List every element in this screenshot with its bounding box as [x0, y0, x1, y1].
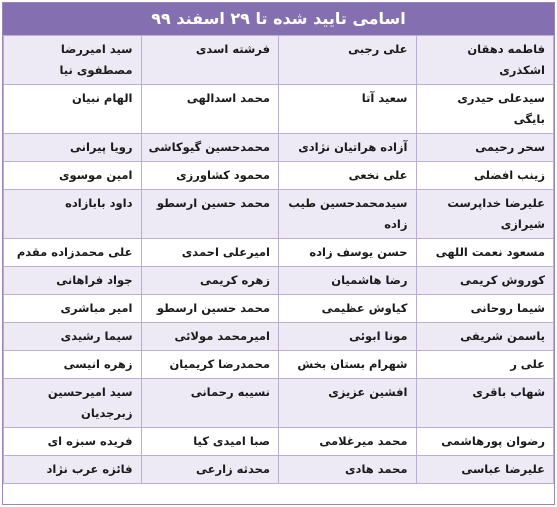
name-cell: شهاب باقری: [416, 379, 554, 428]
table-row: [4, 323, 554, 351]
name-cell: کوروش کریمی: [416, 267, 554, 295]
name-cell: محمد هادی: [279, 456, 417, 484]
table-row: [4, 428, 554, 456]
name-cell: سیدمحمدحسین طیب زاده: [279, 190, 417, 239]
name-cell: امین موسوی: [4, 162, 142, 190]
name-cell: رویا پیرانی: [4, 134, 142, 162]
name-cell: مسعود نعمت اللهی: [416, 239, 554, 267]
name-cell: امیر مباشری: [4, 295, 142, 323]
name-cell: کیاوش عظیمی: [279, 295, 417, 323]
table-title: اسامی تایید شده تا ۲۹ اسفند ۹۹: [3, 3, 554, 35]
name-cell: فرشته اسدی: [141, 36, 279, 85]
name-cell: محمد حسین ارسطو: [141, 295, 279, 323]
name-cell: فائزه عرب نژاد: [4, 456, 142, 484]
name-cell: محمد اسدالهی: [141, 85, 279, 134]
name-cell: شیما روحانی: [416, 295, 554, 323]
name-cell: آزاده هراتیان نژادی: [279, 134, 417, 162]
name-cell: داود بابازاده: [4, 190, 142, 239]
name-cell: صبا امیدی کیا: [141, 428, 279, 456]
name-cell: فاطمه دهقان اشکذری: [416, 36, 554, 85]
name-cell: سیما رشیدی: [4, 323, 142, 351]
table-row: [4, 85, 554, 134]
name-cell: فریده سبزه ای: [4, 428, 142, 456]
table-row: [4, 379, 554, 428]
name-cell: محمدرضا کریمیان: [141, 351, 279, 379]
name-cell: زینب افضلی: [416, 162, 554, 190]
table-row: [4, 239, 554, 267]
name-cell: سید امیررضا مصطفوی نیا: [4, 36, 142, 85]
names-table-container: [2, 2, 555, 505]
table-row: [4, 267, 554, 295]
table-row: [4, 134, 554, 162]
table-row: [4, 36, 554, 85]
name-cell: جواد فراهانی: [4, 267, 142, 295]
name-cell: رضوان پورهاشمی: [416, 428, 554, 456]
name-cell: امیرمحمد مولائی: [141, 323, 279, 351]
name-cell: رضا هاشمیان: [279, 267, 417, 295]
name-cell: علیرضا خداپرست شیرازی: [416, 190, 554, 239]
name-cell: حسن یوسف زاده: [279, 239, 417, 267]
name-cell: سید امیرحسین زبرجدیان: [4, 379, 142, 428]
name-cell: مونا ابوئی: [279, 323, 417, 351]
name-cell: زهره کریمی: [141, 267, 279, 295]
table-row: [4, 295, 554, 323]
name-cell: محمود کشاورزی: [141, 162, 279, 190]
name-cell: علی رجبی: [279, 36, 417, 85]
name-cell: محمدحسین گیوکاشی: [141, 134, 279, 162]
name-cell: نسیبه رحمانی: [141, 379, 279, 428]
table-row: [4, 351, 554, 379]
name-cell: الهام نبیان: [4, 85, 142, 134]
names-table-body: [4, 36, 554, 484]
names-table: [3, 35, 554, 484]
name-cell: افشین عزیزی: [279, 379, 417, 428]
name-cell: محمد میرغلامی: [279, 428, 417, 456]
name-cell: یاسمن شریفی: [416, 323, 554, 351]
name-cell: شهرام بستان بخش: [279, 351, 417, 379]
name-cell: محمد حسین ارسطو: [141, 190, 279, 239]
name-cell: سحر رحیمی: [416, 134, 554, 162]
name-cell: علیرضا عباسی: [416, 456, 554, 484]
name-cell: سعید آتا: [279, 85, 417, 134]
name-cell: علی محمدزاده مقدم: [4, 239, 142, 267]
name-cell: محدثه زارعی: [141, 456, 279, 484]
name-cell: زهره انیسی: [4, 351, 142, 379]
name-cell: علی ر: [416, 351, 554, 379]
name-cell: سیدعلی حیدری بایگی: [416, 85, 554, 134]
table-row: [4, 162, 554, 190]
table-row: [4, 190, 554, 239]
name-cell: امیرعلی احمدی: [141, 239, 279, 267]
table-row: [4, 456, 554, 484]
name-cell: علی نخعی: [279, 162, 417, 190]
